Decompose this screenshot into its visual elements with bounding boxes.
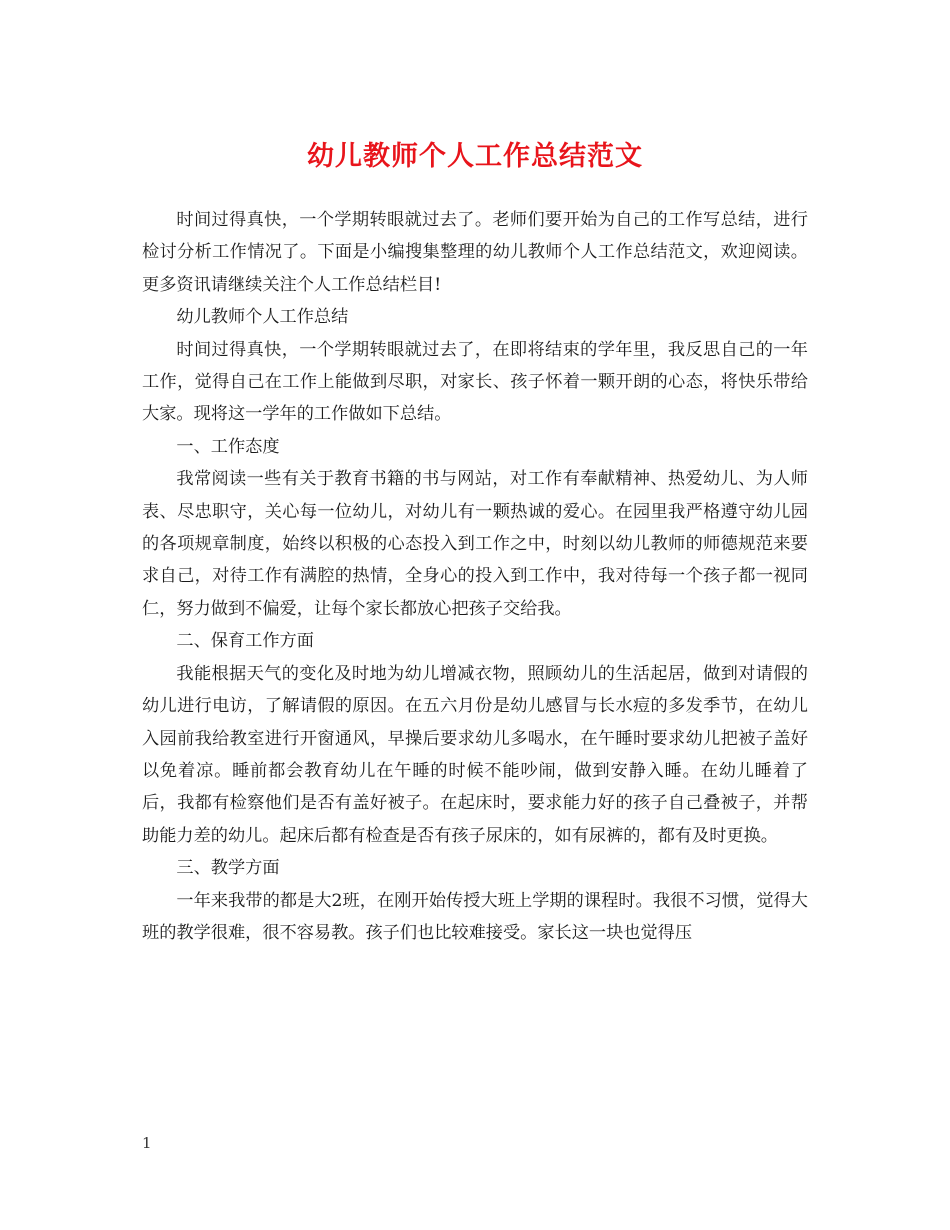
section-heading-care: 二、保育工作方面: [176, 631, 314, 652]
paragraph-attitude: 我常阅读一些有关于教育书籍的书与网站，对工作有奉献精神、热爱幼儿、为人师表、尽忠职守，关心每一位幼儿，对幼儿有一颗热诚的爱心。在园里我严格遵守幼儿园的各项规章制度，始终以积极的心态投入到工作之中，时刻以幼儿教师的师德规范来要求自己，对待工作有满腔的热情，全身心的投入到工作中，我对待每一个孩子都一视同仁，努力做到不偏爱，让每个家长都放心把孩子交给我。: [142, 469, 808, 619]
document-body: [142, 204, 808, 949]
page-number: 1: [142, 1134, 152, 1152]
section-heading-summary: 幼儿教师个人工作总结: [176, 307, 349, 328]
paragraph-intro: 时间过得真快，一个学期转眼就过去了。老师们要开始为自己的工作写总结，进行检讨分析工作情况了。下面是小编搜集整理的幼儿教师个人工作总结范文，欢迎阅读。更多资讯请继续关注个人工作总结栏目!: [142, 210, 808, 295]
document-title: 幼儿教师个人工作总结范文: [307, 141, 643, 172]
section-heading-attitude: 一、工作态度: [176, 436, 280, 457]
paragraph-overview: 时间过得真快，一个学期转眼就过去了，在即将结束的学年里，我反思自己的一年工作，觉得自己在工作上能做到尽职，对家长、孩子怀着一颗开朗的心态，将快乐带给大家。现将这一学年的工作做如下总结。: [142, 339, 808, 425]
section-heading-teaching: 三、教学方面: [176, 858, 280, 879]
paragraph-care: 我能根据天气的变化及时地为幼儿增减衣物，照顾幼儿的生活起居，做到对请假的幼儿进行电访，了解请假的原因。在五六月份是幼儿感冒与长水痘的多发季节，在幼儿入园前我给教室进行开窗通风，早操后要求幼儿多喝水，在午睡时要求幼儿把被子盖好以免着凉。睡前都会教育幼儿在午睡的时候不能吵闹，做到安静入睡。在幼儿睡着了后，我都有检察他们是否有盖好被子。在起床时，要求能力好的孩子自己叠被子，并帮助能力差的幼儿。起床后都有检查是否有孩子尿床的，如有尿裤的，都有及时更换。: [142, 663, 808, 846]
paragraph-teaching: 一年来我带的都是大2班，在刚开始传授大班上学期的课程时。我很不习惯，觉得大班的教学很难，很不容易教。孩子们也比较难接受。家长这一块也觉得压: [142, 890, 808, 943]
